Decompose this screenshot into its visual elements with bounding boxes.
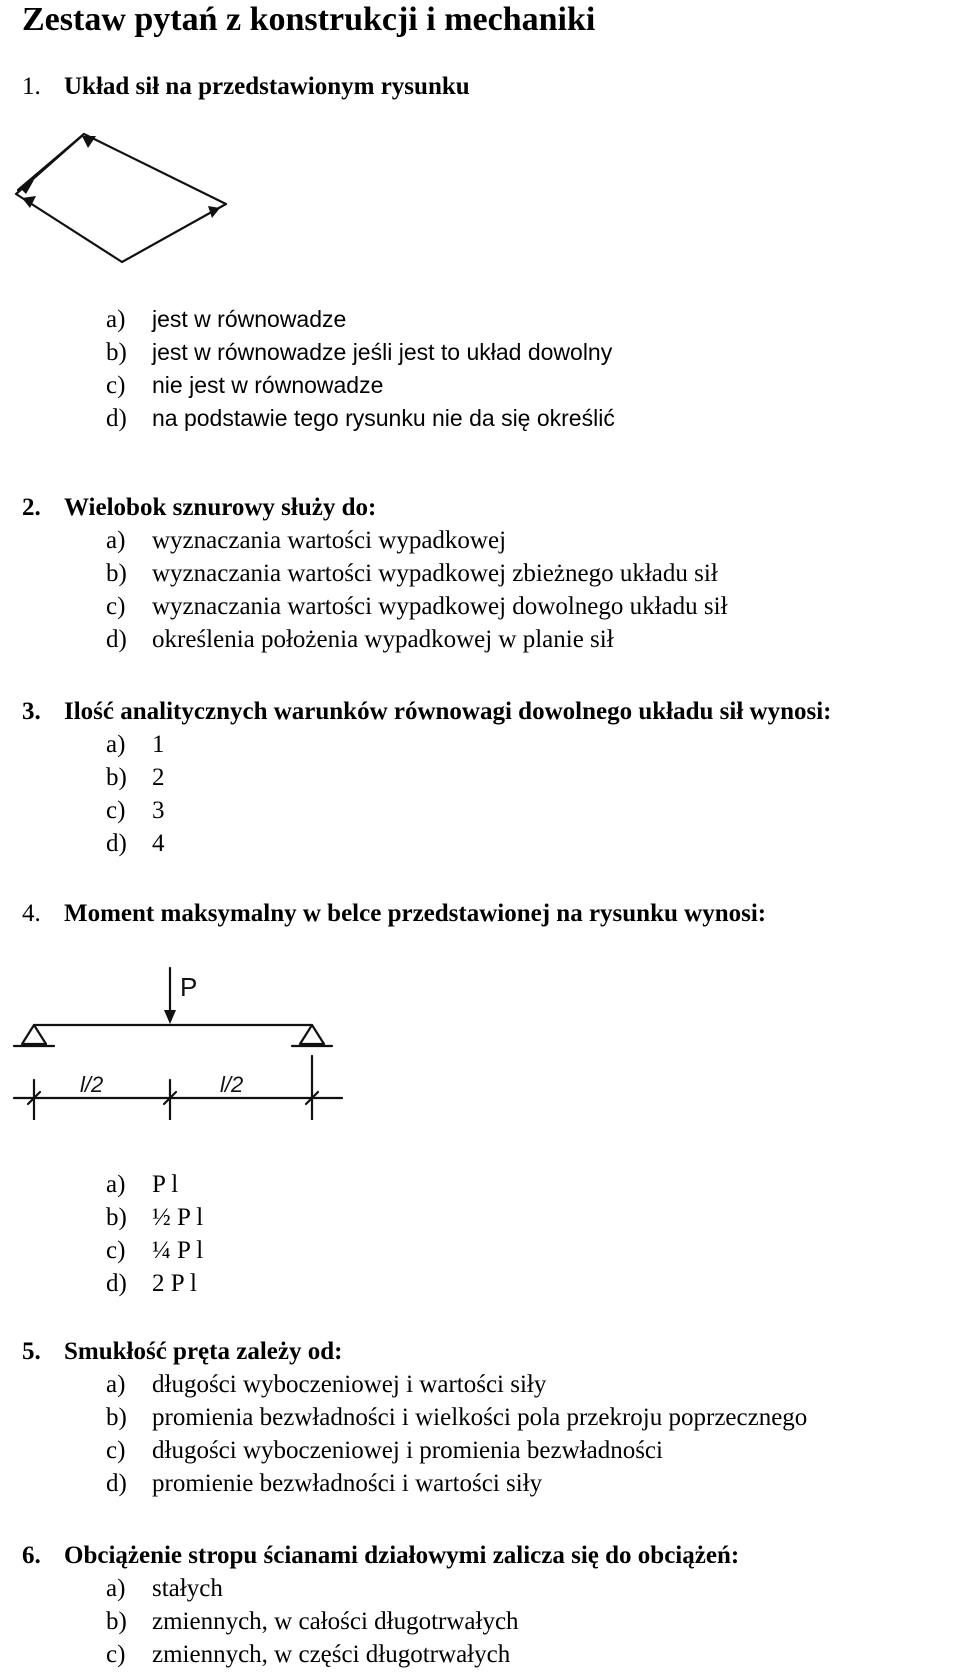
option-d[interactable]: d) 4 [106,830,165,857]
option-c[interactable]: c) 3 [106,797,165,824]
question-4-options [106,1168,203,1300]
question-1 [22,72,470,102]
option-c[interactable]: c) ¼ P l [106,1237,204,1264]
question-number: 3. [22,698,41,725]
option-a[interactable]: a) długości wyboczeniowej i wartości siły [106,1371,547,1398]
option-c[interactable]: c) nie jest w równowadze [106,372,384,399]
option-d[interactable]: d) promienie bezwładności i wartości siły [106,1470,543,1497]
question-4 [22,899,766,929]
question-6-options [106,1572,519,1671]
question-number: 4. [22,900,41,927]
option-b[interactable]: b) wyznaczania wartości wypadkowej zbieżnego układu sił [106,560,718,587]
question-2 [22,493,376,523]
question-number: 2. [22,494,41,521]
question-2-options [106,524,728,656]
option-d[interactable]: d) określenia położenia wypadkowej w planie sił [106,626,614,653]
question-text: Obciążenie stropu ścianami działowymi zalicza się do obciążeń: [64,1542,740,1569]
question-1-options [106,303,615,435]
question-text: Wielobok sznurowy służy do: [64,494,377,521]
option-a[interactable]: a) 1 [106,731,165,758]
option-d[interactable]: d) na podstawie tego rysunku nie da się określić [106,405,615,432]
option-c[interactable]: c) długości wyboczeniowej i promienia bezwładności [106,1437,663,1464]
span-label-left: l/2 [80,1072,104,1097]
question-6 [22,1541,739,1571]
option-b[interactable]: b) promienia bezwładności i wielkości pola przekroju poprzecznego [106,1404,808,1431]
question-number: 1. [22,73,41,100]
question-text: Smukłość pręta zależy od: [64,1338,343,1365]
question-text: Ilość analitycznych warunków równowagi dowolnego układu sił wynosi: [64,698,832,725]
option-a[interactable]: a) wyznaczania wartości wypadkowej [106,527,507,554]
option-a[interactable]: a) P l [106,1171,179,1198]
option-b[interactable]: b) 2 [106,764,165,791]
question-3-options [106,728,165,860]
option-b[interactable]: b) jest w równowadze jeśli jest to układ dowolny [106,339,613,366]
question-number: 6. [22,1542,41,1569]
simply-supported-beam-figure [6,960,346,1120]
question-3 [22,697,831,727]
option-d[interactable]: d) 2 P l [106,1270,197,1297]
span-label-right: l/2 [220,1072,244,1097]
option-a[interactable]: a) jest w równowadze [106,306,347,333]
force-polygon-figure [8,122,248,272]
option-a[interactable]: a) stałych [106,1575,223,1602]
load-label: P [180,972,198,1002]
question-number: 5. [22,1338,41,1365]
option-b[interactable]: b) ½ P l [106,1204,204,1231]
question-5 [22,1337,342,1367]
option-b[interactable]: b) zmiennych, w całości długotrwałych [106,1608,519,1635]
option-c[interactable]: c) zmiennych, w części długotrwałych [106,1641,511,1668]
option-c[interactable]: c) wyznaczania wartości wypadkowej dowolnego układu sił [106,593,728,620]
question-text: Moment maksymalny w belce przedstawionej na rysunku wynosi: [64,900,767,927]
document-title: Zestaw pytań z konstrukcji i mechaniki [22,1,596,38]
question-text: Układ sił na przedstawionym rysunku [64,73,470,100]
question-5-options [106,1368,807,1500]
